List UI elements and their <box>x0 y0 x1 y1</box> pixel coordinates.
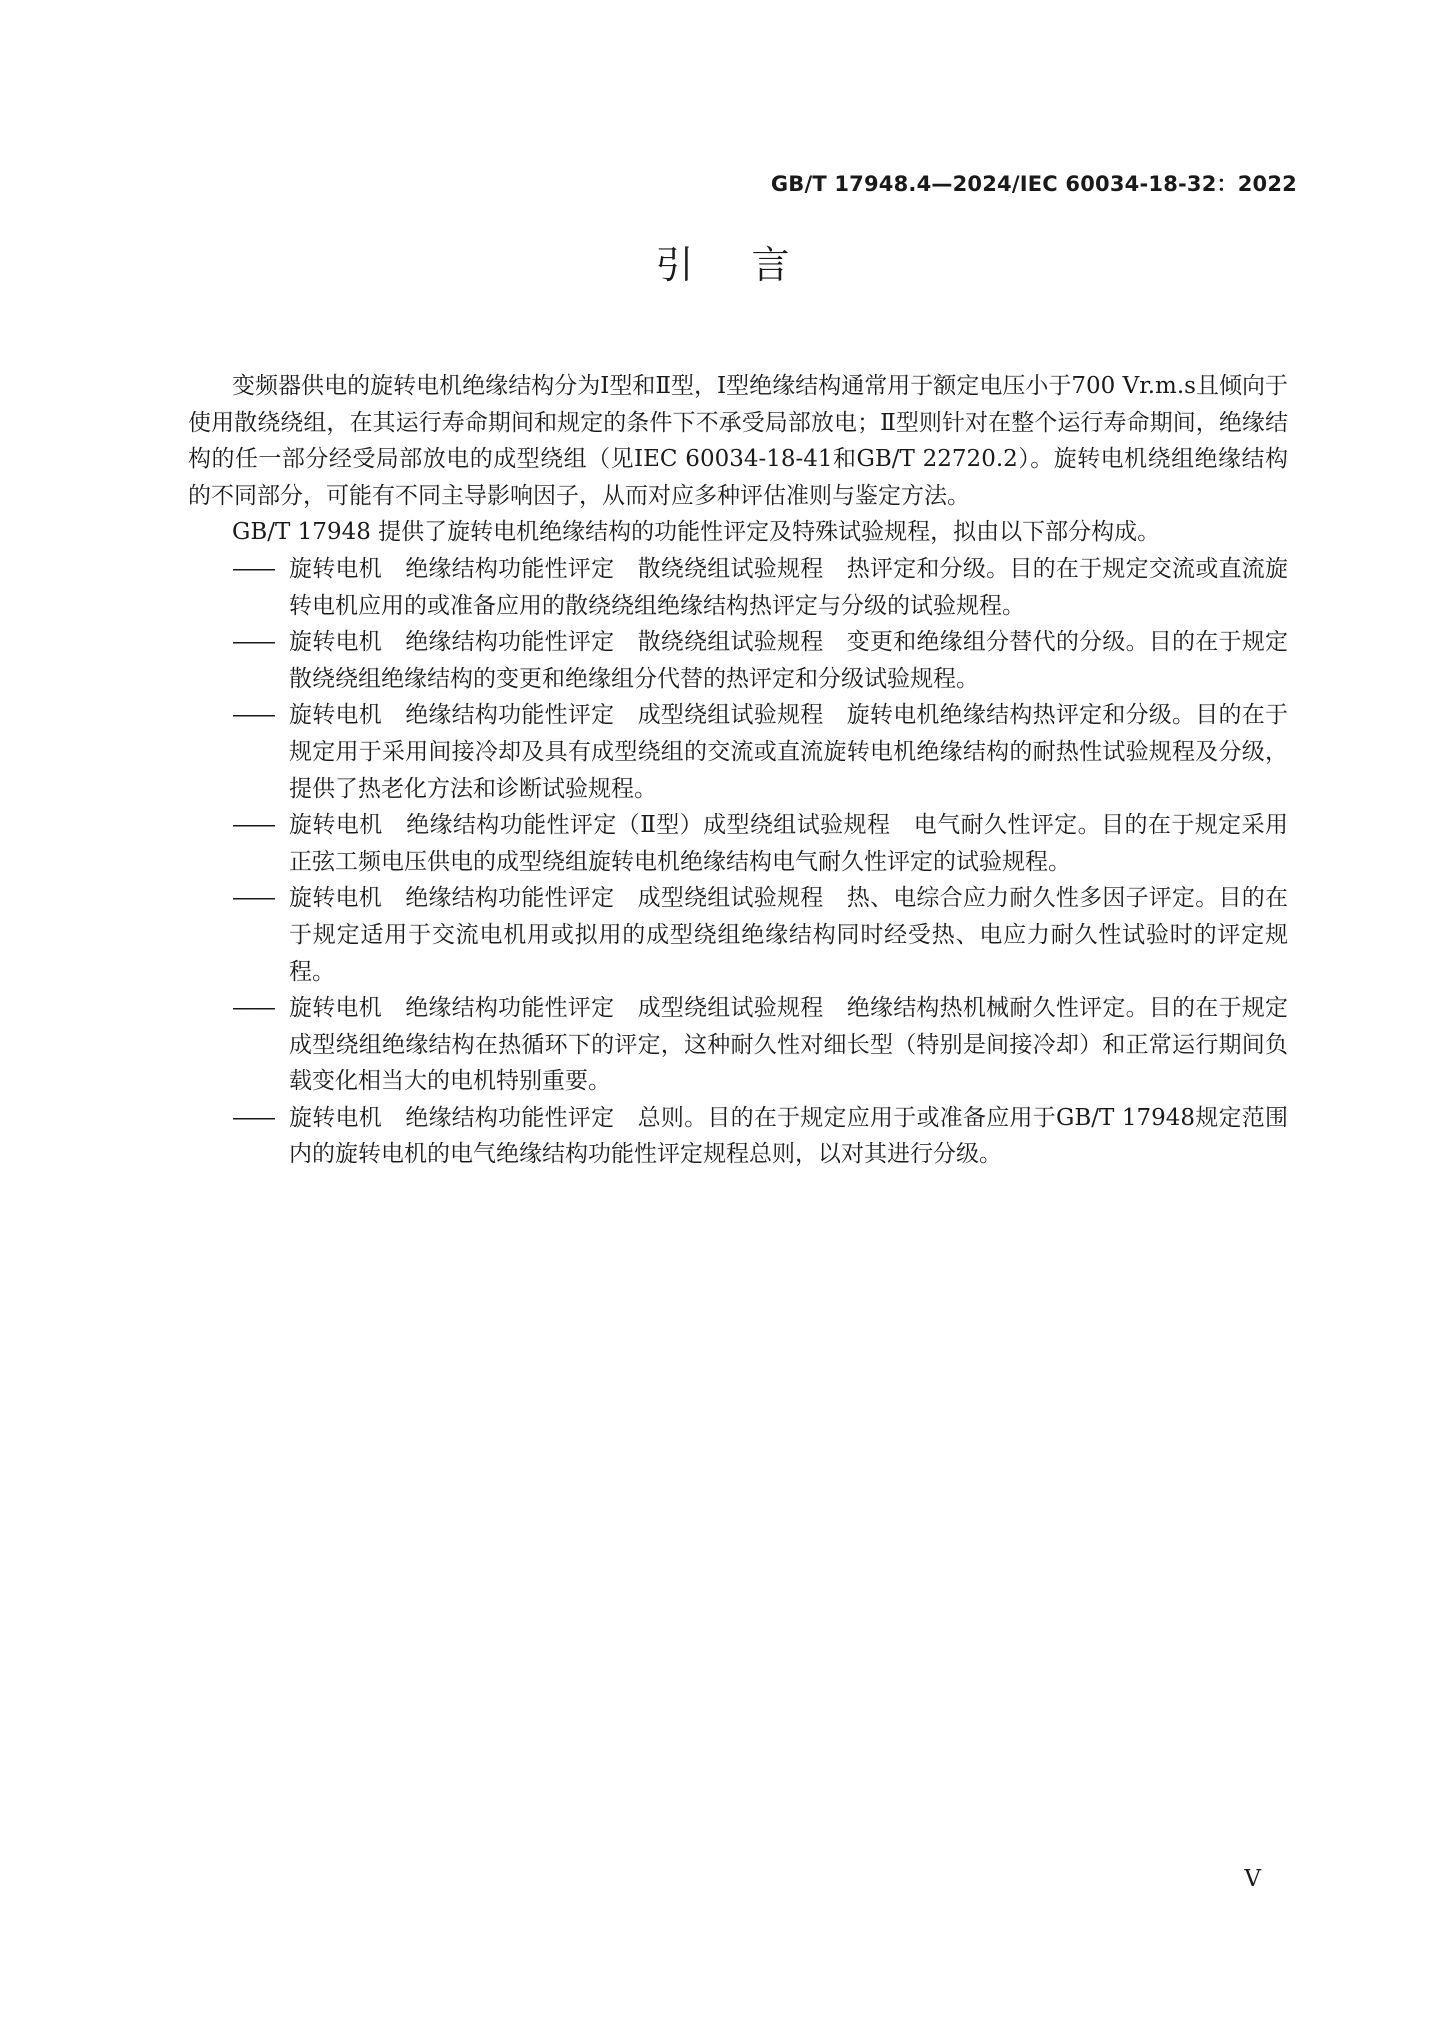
list-dash-marker: —— <box>232 702 274 729</box>
list-item <box>188 624 1288 697</box>
intro-paragraph: 变频器供电的旋转电机绝缘结构分为Ⅰ型和Ⅱ型，Ⅰ型绝缘结构通常用于额定电压小于700 Vr.m.s且倾向于使用散绕绕组，在其运行寿命期间和规定的条件下不承受局部放电；Ⅱ型则针对在整个运行寿命期间，绝缘结构的任一部分经受局部放电的成型绕组（见IEC 60034-18-41和GB/T 22720.2）。旋转电机绕组绝缘结构的不同部分，可能有不同主导影响因子，从而对应多种评估准则与鉴定方法。 <box>188 373 1288 509</box>
standard-number: GB/T 17948.4—2024/IEC 60034-18-32：2022 <box>770 172 1297 196</box>
list-item-text: 旋转电机 绝缘结构功能性评定 总则。目的在于规定应用于或准备应用于GB/T 17948规定范围内的旋转电机的电气绝缘结构功能性评定规程总则，以对其进行分级。 <box>289 1104 1288 1168</box>
parts-list <box>188 551 1288 1173</box>
list-item <box>188 1100 1288 1173</box>
page-number: V <box>1244 1866 1261 1892</box>
list-item <box>188 807 1288 880</box>
list-dash-marker: —— <box>232 555 274 582</box>
list-dash-marker: —— <box>232 1104 274 1131</box>
list-item-text: 旋转电机 绝缘结构功能性评定 散绕绕组试验规程 热评定和分级。目的在于规定交流或直流旋转电机应用的或准备应用的散绕绕组绝缘结构热评定与分级的试验规程。 <box>289 555 1288 619</box>
list-item <box>188 990 1288 1100</box>
page-title: 引言 <box>655 243 848 287</box>
list-item <box>188 551 1288 624</box>
list-item-text: 旋转电机 绝缘结构功能性评定 成型绕组试验规程 热、电综合应力耐久性多因子评定。目的在于规定适用于交流电机用或拟用的成型绕组绝缘结构同时经受热、电应力耐久性试验时的评定规程。 <box>289 885 1288 985</box>
list-item-text: 旋转电机 绝缘结构功能性评定 散绕绕组试验规程 变更和绝缘组分替代的分级。目的在于规定散绕绕组绝缘结构的变更和绝缘组分代替的热评定和分级试验规程。 <box>289 629 1288 692</box>
list-dash-marker: —— <box>232 885 274 912</box>
list-item-text: 旋转电机 绝缘结构功能性评定（Ⅱ型）成型绕组试验规程 电气耐久性评定。目的在于规定采用正弦工频电压供电的成型绕组旋转电机绝缘结构电气耐久性评定的试验规程。 <box>289 812 1288 875</box>
list-dash-marker: —— <box>232 812 274 839</box>
list-item <box>188 697 1288 807</box>
list-dash-marker: —— <box>232 995 274 1022</box>
document-body <box>188 368 1288 1173</box>
list-dash-marker: —— <box>232 629 274 656</box>
list-item <box>188 880 1288 990</box>
parts-intro-paragraph: GB/T 17948 提供了旋转电机绝缘结构的功能性评定及特殊试验规程，拟由以下部分构成。 <box>232 519 1161 546</box>
list-item-text: 旋转电机 绝缘结构功能性评定 成型绕组试验规程 旋转电机绝缘结构热评定和分级。目的在于规定用于采用间接冷却及具有成型绕组的交流或直流旋转电机绝缘结构的耐热性试验规程及分级，提供了热老化方法和诊断试验规程。 <box>289 702 1288 802</box>
list-item-text: 旋转电机 绝缘结构功能性评定 成型绕组试验规程 绝缘结构热机械耐久性评定。目的在于规定成型绕组绝缘结构在热循环下的评定，这种耐久性对细长型（特别是间接冷却）和正常运行期间负载变化相当大的电机特别重要。 <box>289 995 1288 1095</box>
